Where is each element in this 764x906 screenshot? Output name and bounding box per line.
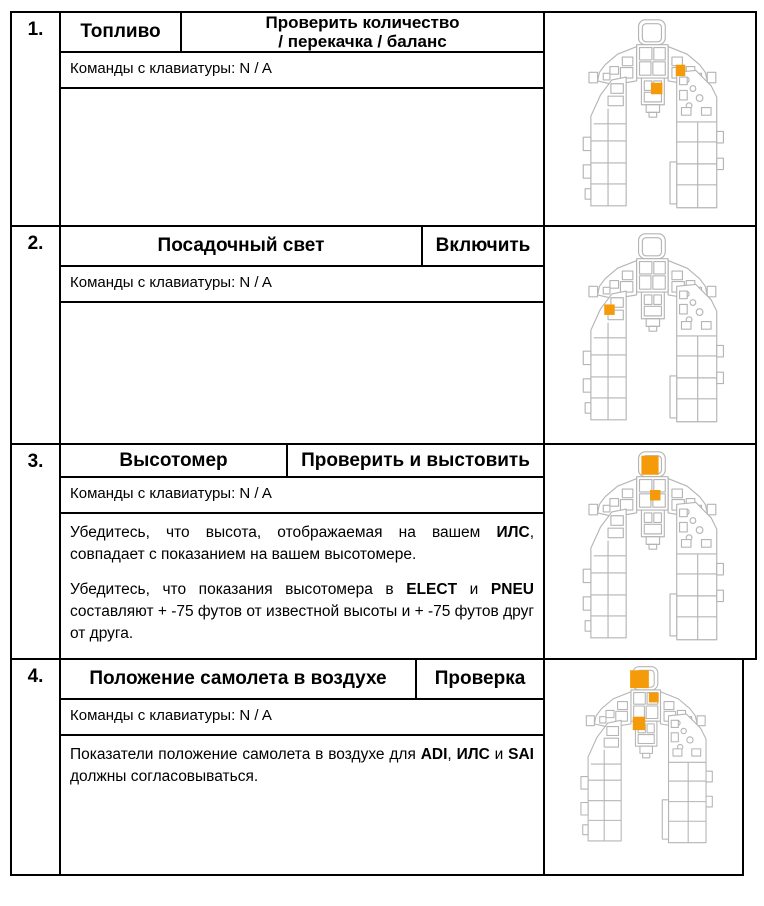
checklist-page [0,11,764,906]
cockpit-diagram-cell [545,13,755,225]
item-header [61,227,543,267]
note-text: , совпадает с показанием на вашем высотомере. [70,524,534,563]
action-line-2: / перекачка / баланс [278,32,447,51]
item-action: Проверить и выстовить [301,449,530,471]
cockpit-diagram [547,17,753,221]
note-bold-term: PNEU [490,581,534,598]
note-text: Показатели положение самолета в воздухе для [70,746,421,763]
item-header [61,445,543,478]
panel-highlight-layer [604,304,614,314]
item-title: Посадочный свет [157,235,325,257]
item-action: Проверка [415,660,543,698]
note-text: и [457,581,491,598]
note-bold-term: ИЛС [456,746,490,763]
item-number: 4. [12,660,61,874]
item-main [61,13,545,225]
item-main [61,227,545,443]
note-paragraph [70,744,534,788]
note-text: должны согласовываться. [70,768,259,785]
note-text: и [489,746,509,763]
panel-highlight [641,456,658,475]
keyboard-commands: Команды с клавиатуры: N / A [61,53,543,89]
note-text: Убедитесь, что показания высотомера в [70,581,407,598]
note-bold-term: ИЛС [496,524,530,541]
panel-highlight [676,65,686,76]
note-text: Убедитесь, что высота, отображаемая на вашем [70,524,497,541]
checklist-row-3 [10,443,757,660]
keyboard-commands: Команды с клавиатуры: N / A [61,700,543,736]
item-main [61,660,545,874]
cockpit-diagram [547,664,740,868]
cockpit-diagram [547,231,753,435]
item-action: Включить [421,227,543,265]
item-header [61,13,543,53]
item-number: 3. [12,445,61,658]
action-line-1: Проверить количество [265,13,460,32]
checklist-row-2 [10,225,757,445]
item-title: Высотомер [61,445,288,476]
item-title: Топливо [61,13,182,51]
keyboard-commands: Команды с клавиатуры: N / A [61,267,543,303]
note-bold-term: SAI [508,746,534,763]
note-paragraph [70,579,534,645]
item-notes [61,514,543,658]
item-number: 2. [12,227,61,443]
panel-highlight [649,693,659,703]
panel-highlight [604,304,614,314]
checklist-row-4 [10,658,744,876]
keyboard-commands: Команды с клавиатуры: N / A [61,478,543,514]
panel-highlight [630,670,649,688]
cockpit-diagram [547,449,753,653]
item-main [61,445,545,658]
item-header [61,660,543,700]
checklist-row-1 [10,11,757,227]
panel-highlight [633,717,646,730]
note-text: составляют + -75 футов от известной высоты и + -75 футов друг от друга. [70,603,534,642]
cockpit-diagram-cell [545,445,755,658]
note-text: , [447,746,457,763]
item-title: Положение самолета в воздухе [89,668,387,690]
note-paragraph [70,522,534,566]
cockpit-diagram-cell [545,227,755,443]
item-number: 1. [12,13,61,225]
note-bold-term: ELECT [406,581,458,598]
note-bold-term: ADI [420,746,448,763]
item-notes [61,736,543,801]
item-action [182,13,543,51]
panel-highlight [651,83,662,94]
cockpit-diagram-cell [545,660,742,874]
panel-highlight [650,490,660,500]
